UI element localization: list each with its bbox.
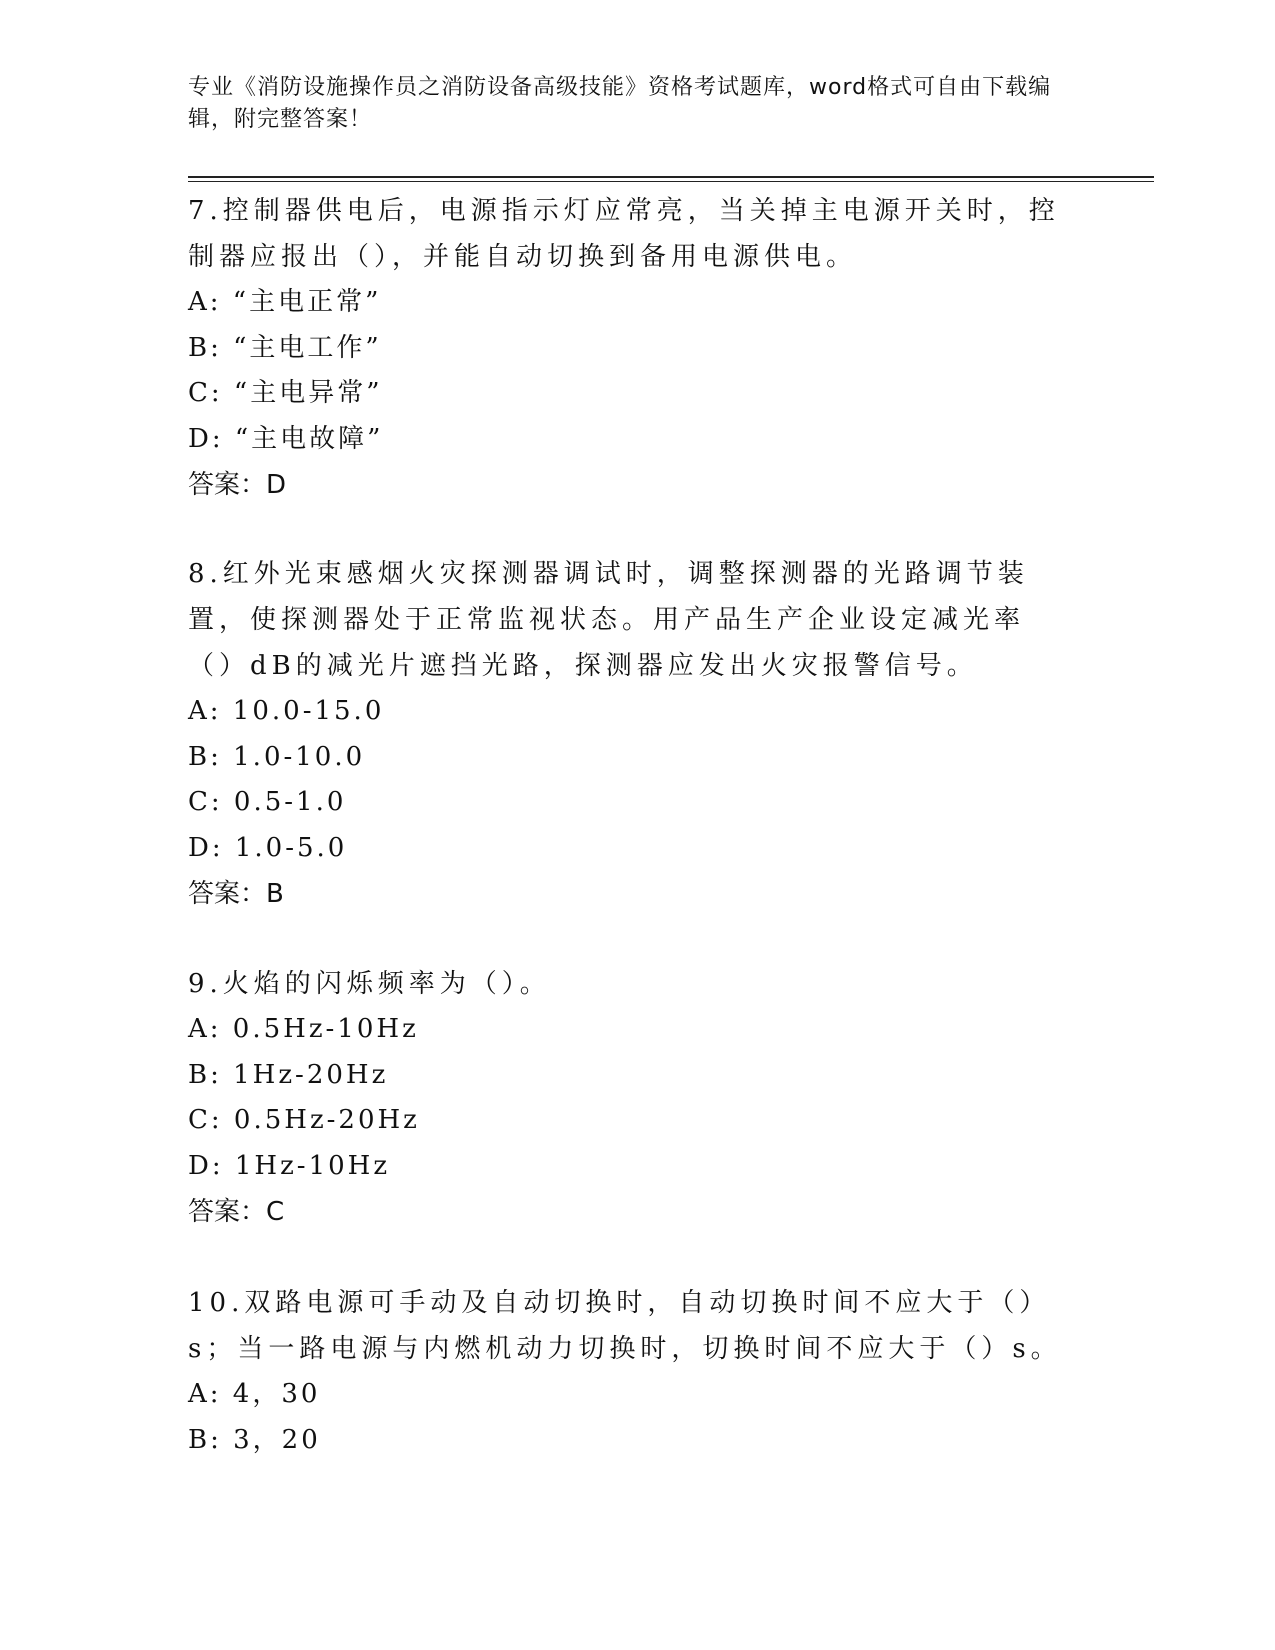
question-stem: 8.红外光束感烟火灾探测器调试时，调整探测器的光路调节装置，使探测器处于正常监视状态。用产品生产企业设定减光率（）dB的减光片遮挡光路，探测器应发出火灾报警信号。: [188, 559, 1029, 681]
answer: 答案：D: [188, 470, 287, 500]
option-b: B: “主电工作”: [188, 332, 382, 363]
option-c: C: 0.5-1.0: [188, 787, 347, 817]
option-d: D: “主电故障”: [188, 423, 384, 454]
option-a: A: 10.0-15.0: [188, 696, 385, 726]
option-c: C: “主电异常”: [188, 378, 383, 408]
document-header: 专业《消防设施操作员之消防设备高级技能》资格考试题库，word格式可自由下载编辑，附完整答案！: [188, 75, 1052, 132]
question-7: [188, 188, 1068, 508]
option-d: D: 1Hz-10Hz: [188, 1150, 391, 1181]
question-8: [188, 551, 1068, 917]
option-a: A: “主电正常”: [188, 287, 382, 317]
option-a: A: 0.5Hz-10Hz: [188, 1014, 419, 1044]
option-b: B: 1.0-10.0: [188, 741, 366, 772]
answer: 答案：C: [188, 1197, 285, 1227]
option-d: D: 1.0-5.0: [188, 832, 348, 863]
question-stem: 10.双路电源可手动及自动切换时，自动切换时间不应大于（）s；当一路电源与内燃机动力切换时，切换时间不应大于（）s。: [188, 1288, 1062, 1364]
option-b: B: 1Hz-20Hz: [188, 1059, 389, 1090]
question-9: [188, 961, 1068, 1235]
question-stem: 9.火焰的闪烁频率为（）。: [188, 969, 551, 999]
header-divider-thick: [188, 176, 1154, 178]
header-divider-thin: [188, 181, 1154, 182]
option-a: A: 4，30: [188, 1379, 321, 1409]
question-10: [188, 1280, 1068, 1463]
option-c: C: 0.5Hz-20Hz: [188, 1105, 420, 1135]
question-stem: 7.控制器供电后，电源指示灯应常亮，当关掉主电源开关时，控制器应报出（），并能自动切换到备用电源供电。: [188, 196, 1060, 272]
option-b: B: 3，20: [188, 1424, 321, 1455]
answer: 答案：B: [188, 879, 284, 909]
